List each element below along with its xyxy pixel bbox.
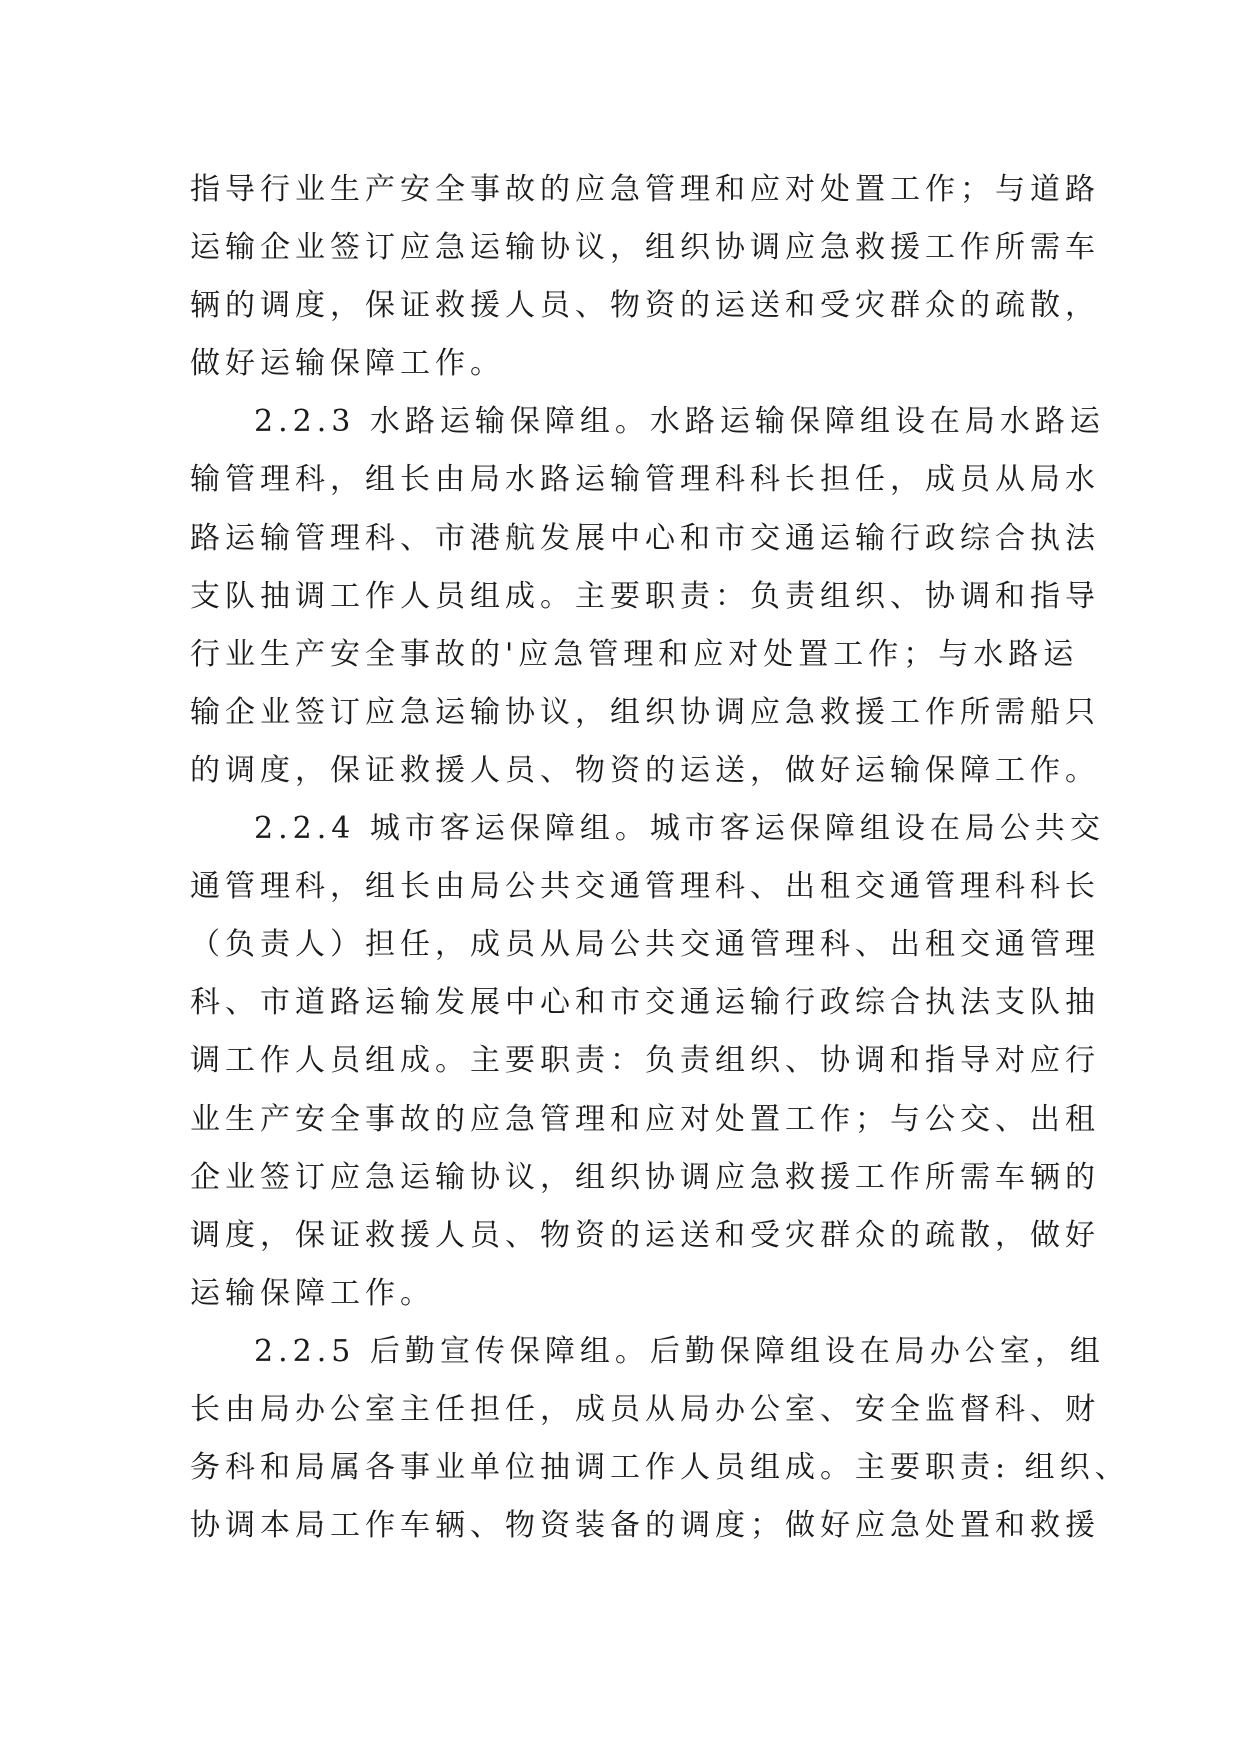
- text-line: 的调度，保证救援人员、物资的运送，做好运输保障工作。: [190, 752, 1100, 788]
- text-line: （负责人）担任，成员从局公共交通管理科、出租交通管理: [190, 927, 1100, 963]
- text-line: 业生产安全事故的应急管理和应对处置工作；与公交、出租: [190, 1101, 1100, 1137]
- text-line: 通管理科，组长由局公共交通管理科、出租交通管理科科长: [190, 869, 1100, 905]
- text-line: 做好运输保障工作。: [190, 346, 505, 382]
- text-line: 路运输管理科、市港航发展中心和市交通运输行政综合执法: [190, 520, 1100, 556]
- text-line: 运输企业签订应急运输协议，组织协调应急救援工作所需车: [190, 230, 1100, 266]
- text-line: 指导行业生产安全事故的应急管理和应对处置工作；与道路: [190, 172, 1100, 207]
- section-heading-line: 2.2.5 后勤宣传保障组。后勤保障组设在局办公室，组: [254, 1333, 1105, 1369]
- document-body: [190, 161, 1130, 1555]
- text-line: 企业签订应急运输协议，组织协调应急救援工作所需车辆的: [190, 1159, 1100, 1195]
- text-line: 协调本局工作车辆、物资装备的调度；做好应急处置和救援: [190, 1508, 1100, 1544]
- text-line: 输管理科，组长由局水路运输管理科科长担任，成员从局水: [190, 462, 1100, 498]
- text-line: 输企业签订应急运输协议，组织协调应急救援工作所需船只: [190, 694, 1100, 730]
- text-line: 长由局办公室主任担任，成员从局办公室、安全监督科、财: [190, 1391, 1100, 1427]
- text-line: 科、市道路运输发展中心和市交通运输行政综合执法支队抽: [190, 985, 1100, 1021]
- text-line: 务科和局属各事业单位抽调工作人员组成。主要职责: 组织、: [190, 1450, 1130, 1486]
- text-line: 调度，保证救援人员、物资的运送和受灾群众的疏散，做好: [190, 1217, 1100, 1253]
- text-line: 调工作人员组成。主要职责：负责组织、协调和指导对应行: [190, 1043, 1100, 1079]
- section-heading-line: 2.2.4 城市客运保障组。城市客运保障组设在局公共交: [254, 811, 1105, 847]
- text-line: 行业生产安全事故的'应急管理和应对处置工作；与水路运: [190, 636, 1079, 672]
- text-line: 运输保障工作。: [190, 1275, 435, 1311]
- section-heading-line: 2.2.3 水路运输保障组。水路运输保障组设在局水路运: [254, 404, 1105, 440]
- text-line: 辆的调度，保证救援人员、物资的运送和受灾群众的疏散，: [190, 288, 1100, 324]
- text-line: 支队抽调工作人员组成。主要职责：负责组织、协调和指导: [190, 578, 1100, 614]
